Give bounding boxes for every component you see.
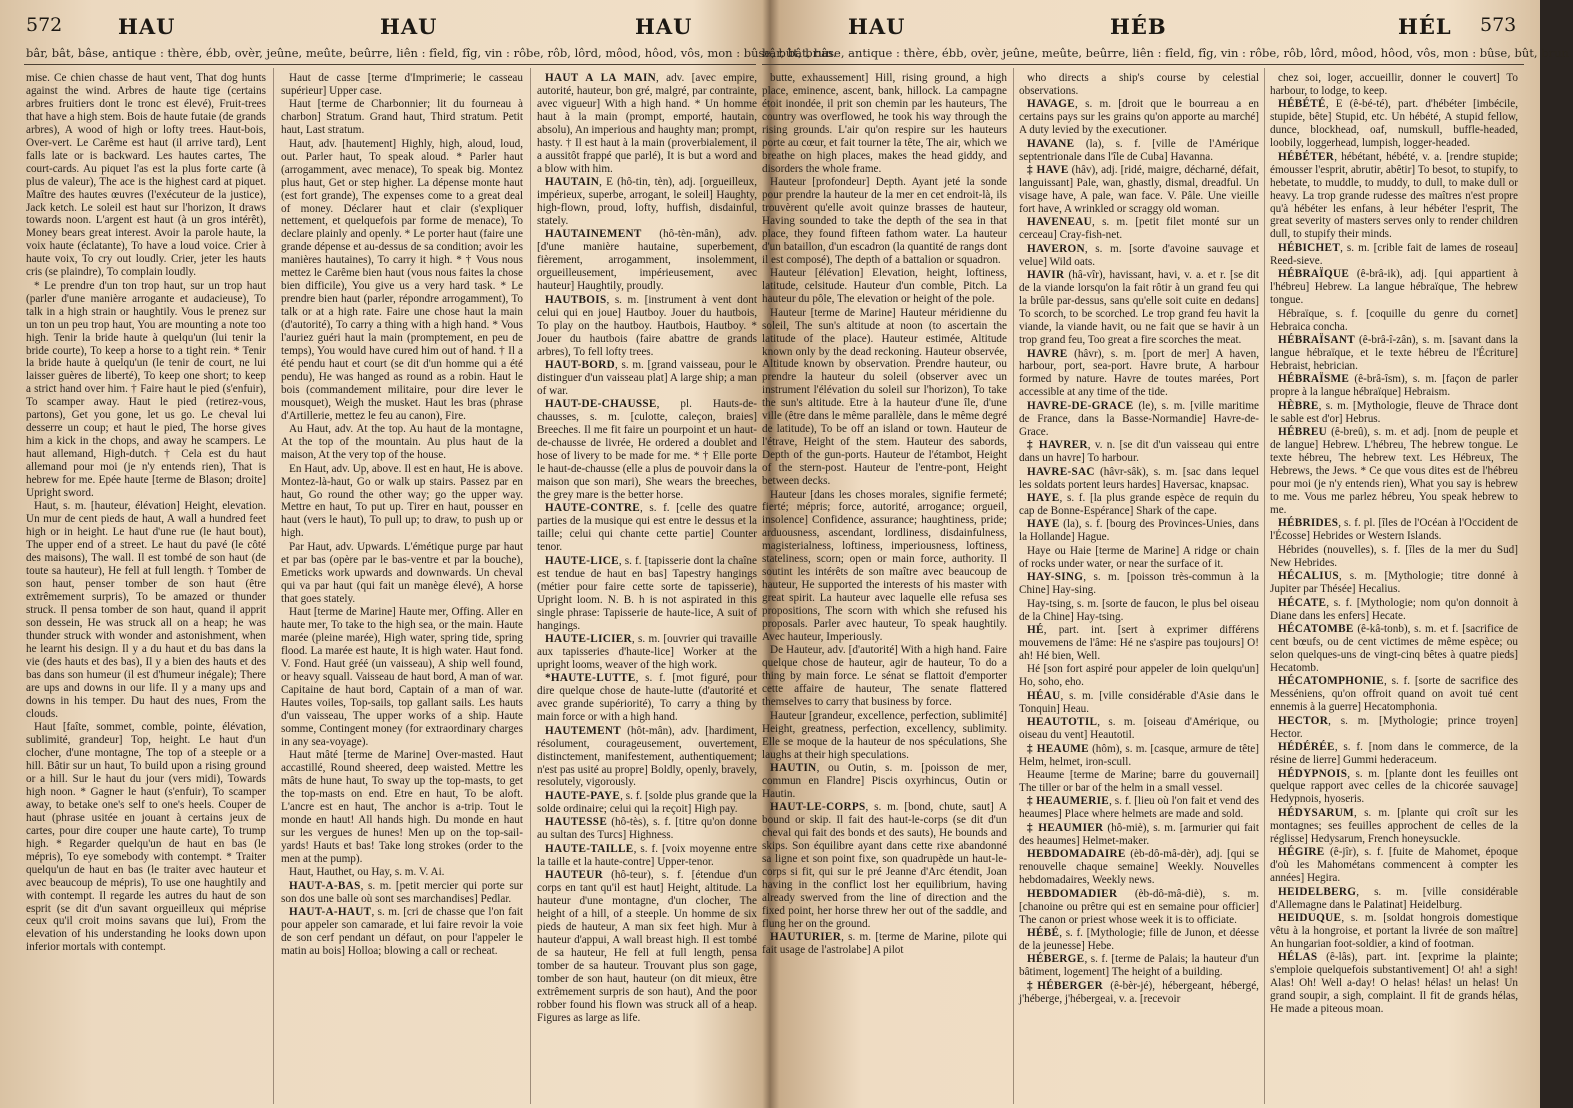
dictionary-entry xyxy=(1019,690,1259,716)
entry-text: Hauteur [grandeur, excellence, perfection, sublimité] Height, greatness, perfection, excellency, sublimity. Elle se moque de la hauteur de nos spéculations, She laughs at their high speculations. xyxy=(762,709,1007,761)
dictionary-entry xyxy=(1019,571,1259,597)
entry-text: , s. m. [poisson très-commun à la Chine] Hay-sing. xyxy=(1019,571,1259,597)
dictionary-entry xyxy=(281,463,523,541)
entry-headword: HEBDOMADAIRE xyxy=(1027,848,1126,861)
entry-text: , s. f. [la plus grande espèce de requin du cap de Bonne-Espérance] Shark of the cape. xyxy=(1019,492,1259,517)
left-column-1 xyxy=(26,72,266,1102)
dictionary-entry xyxy=(1270,570,1518,596)
entry-headword: ‡ HEAUME xyxy=(1027,742,1089,755)
header-rule-left xyxy=(24,64,756,65)
dictionary-entry xyxy=(1270,544,1518,570)
dictionary-entry xyxy=(1019,663,1259,689)
dictionary-entry xyxy=(1019,492,1259,518)
right-column-1 xyxy=(762,72,1007,1102)
right-column-3 xyxy=(1270,72,1518,1102)
entry-text: Hébrides (nouvelles), s. f. [îles de la mer du Sud] New Hebrides. xyxy=(1270,543,1518,569)
headword-left-2: HAU xyxy=(380,14,438,39)
dictionary-entry xyxy=(762,267,1007,306)
page-number-right: 573 xyxy=(1480,14,1517,36)
entry-text: , s. f. [voix moyenne entre la taille et la haute-contre] Upper-tenor. xyxy=(537,842,757,868)
header-rule-right xyxy=(762,64,1524,65)
entry-text: , s. m. [grand vaisseau, pour le distinguer d'un vaisseau plat] A large ship; a man of war. xyxy=(537,358,757,397)
page-number-left: 572 xyxy=(26,14,63,36)
dictionary-entry xyxy=(281,423,523,462)
dictionary-entry xyxy=(1019,769,1259,795)
entry-text: Haye ou Haie [terme de Marine] A ridge or chain of rocks under water, or near the surface of it. xyxy=(1019,544,1259,570)
entry-text: , s. f. pl. [îles de l'Océan à l'Occident de l'Écosse] Hebrides or Western Islands. xyxy=(1270,517,1518,543)
dictionary-entry xyxy=(1019,72,1259,98)
entry-headword: HÉAU xyxy=(1027,689,1061,702)
dictionary-entry xyxy=(281,138,523,423)
entry-text: (hôt-mân), adv. [hardiment, résolument, courageusement, ouvertement, distinctement, manifestement, authentiquement; n'est pas usité au propre] Boldly, openly, bravely, resolutely, vigorously. xyxy=(537,724,757,789)
entry-text: (hôm), s. m. [casque, armure de tête] Helm, helmet, iron-scull. xyxy=(1019,742,1260,768)
entry-text: (ê-jîr), s. f. [fuite de Mahomet, époque d'où les Mahométans commencent à compter les années] Hegira. xyxy=(1270,846,1518,885)
entry-headword: HÉDYPNOIS xyxy=(1278,767,1348,780)
column-divider xyxy=(530,68,531,1104)
entry-headword: HÉCALIUS xyxy=(1278,570,1339,583)
dictionary-entry xyxy=(281,880,523,906)
dictionary-entry xyxy=(1019,269,1259,347)
dictionary-entry xyxy=(1019,598,1259,624)
entry-headword: ‡HÉBERGER xyxy=(1027,979,1104,992)
entry-text: (le), s. m. [ville maritime de France, dans la Basse-Normandie] Havre-de-Grace. xyxy=(1019,399,1259,438)
dictionary-entry xyxy=(1270,334,1518,373)
dictionary-entry xyxy=(1019,927,1259,953)
dictionary-entry xyxy=(1270,151,1518,242)
entry-text: De Hauteur, adv. [d'autorité] With a high hand. Faire quelque chose de hauteur, agir de hauteur, To do a thing by main force. Le sénat se flattoit d'emporter cette affaire de hauteur, The senate flattered themselves to carry that business by force. xyxy=(762,644,1007,709)
entry-headword: ‡ HAVRER xyxy=(1027,439,1088,452)
entry-headword: HÉBRIDES xyxy=(1278,517,1339,530)
entry-headword: HÉBRAÏSME xyxy=(1278,373,1350,386)
dictionary-entry xyxy=(1019,545,1259,571)
dictionary-entry xyxy=(762,801,1007,931)
entry-text: , s. m. [petit filet monté sur un cerceau] Cray-fish-net. xyxy=(1019,216,1259,242)
entry-headword: HAUTBOIS xyxy=(545,293,607,306)
entry-headword: HÉBICHET xyxy=(1278,241,1341,254)
entry-text: (la), s. f. [bourg des Provinces-Unies, dans la Hollande] Hague. xyxy=(1019,518,1259,544)
entry-text: , v. n. [se dit d'un vaisseau qui entre dans un havre] To harbour. xyxy=(1019,439,1260,465)
entry-headword: HÉ xyxy=(1027,624,1044,637)
entry-text: (ê-bèr-jé), hébergeant, hébergé, j'héberge, j'hébergeai, v. a. [recevoir xyxy=(1019,979,1259,1005)
entry-text: (ê-lâs), part. int. [exprime la plainte; s'emploie quelquefois substantivement] O! ah! a sigh! Alas! Oh! Well a-day! O helas! hélas! un helas! Un grand soupir, a sigh, complaint. Il fit de grands hélas, He made a piteous moan. xyxy=(1270,951,1518,1016)
dictionary-entry xyxy=(1270,373,1518,399)
entry-text: , s. f. [Mythologie; nom qu'on donnoit à Diane dans les enfers] Hecate. xyxy=(1270,596,1518,622)
dictionary-entry xyxy=(1270,98,1518,150)
column-divider xyxy=(1264,68,1265,1104)
dictionary-entry xyxy=(1270,72,1518,98)
dictionary-entry xyxy=(281,606,523,748)
entry-text: (hô-miè), s. m. [armurier qui fait des heaumes] Helmet-maker. xyxy=(1019,821,1259,847)
entry-text: Haut [faîte, sommet, comble, pointe, élévation, sublimité, grandeur] Top, height. Le haut d'un clocher, d'une montagne, The top of a steeple or a hill. Bâtir sur un haut, To build upon a rising ground or a hill. Sur le haut du jour (vers midi), Towards high noon. * Gagner le haut (s'enfuir), To scamper away, to betake one's self to one's heels. Couper de haut (phrase usitée en jouant à certains jeux de cartes, pour dire couper une haute carte), To trump high. * Regarder quelqu'un de haut en bas (le mépris), To eye somebody with contempt. * Traiter quelqu'un de haut en bas (le traiter avec hauteur et avec beaucoup de mépris), To use one haughtily and with contempt. Il regarde les autres du haut de son esprit (se dit d'un savant orgueilleux qui méprise ceux qu'il croit moins savans que lui), From the elevation of his understanding he looks down upon inferior mortals with contempt. xyxy=(26,721,266,954)
entry-text: , s. f. [tapisserie dont la chaîne est tendue de haut en bas] Tapestry hangings (métier pour faire cette sorte de tapisserie), Upright loom. N. B. h is not aspirated in this single phrase: Tapisserie de haute-lice, A suit of hangings. xyxy=(537,554,757,632)
dictionary-entry xyxy=(1019,466,1259,492)
entry-text: , s. f. [solde plus grande que la solde ordinaire; celui qui la reçoit] High pay. xyxy=(537,789,757,815)
entry-text: , s. m. [plante qui croît sur les montagnes; ses feuilles approchent de celles de la réglisse] Hedysarum, French honeysuckle. xyxy=(1270,806,1518,845)
dictionary-entry xyxy=(537,725,757,790)
entry-text: , s. m. [bond, chute, saut] A bound or skip. Il fait des haut-le-corps (se dit d'un cheval qui fait des bonds et des sauts), He bounds and skips. Son équilibre ayant dans cette rixe abandonné sa ligne et son point fixe, son quadrupède un haut-le-corps si fit, qui sur le pré Jeanne d'Arc étendit, Joan having in the conflict lost her equilibrium, having already swerved from the line of direction and the fixed point, her horse threw her out of the saddle, and flung her on the ground. xyxy=(762,801,1007,930)
dictionary-entry xyxy=(1270,912,1518,951)
entry-text: Hauteur [profondeur] Depth. Ayant jeté la sonde pour prendre la hauteur de la mer en cet endroit-là, ils trouvèrent qu'elle avoit quinze brasses de hauteur, Having sounded to take the depth of the sea in that place, they found fifteen fathom water. La hauteur d'un bataillon, d'un escadron (la quantité de rangs dont il est composé), The depth of a battalion or squadron. xyxy=(762,176,1007,266)
entry-text: , s. m. [Mythologie, fleuve de Thrace dont le sable est d'or] Hebrus. xyxy=(1270,399,1518,425)
entry-text: (ê-kâ-tonb), s. m. et f. [sacrifice de cent bœufs, ou de cent victimes de même espèce; ou selon quelques-uns de vingt-cinq bêtes à quatre pieds] Hecatomb. xyxy=(1270,623,1518,674)
entry-headword: HEIDUQUE xyxy=(1278,912,1342,924)
dictionary-entry xyxy=(537,176,757,228)
entry-text: , s. m. [ouvrier qui travaille aux tapisseries d'haute-lice] Worker at the upright looms, weaver of the high work. xyxy=(537,632,757,671)
entry-text: , part. int. [sert à exprimer différens mouvemens de l'âme: Hé ne s'aspire pas toujours] O! ah! Hé bien, Well. xyxy=(1019,624,1259,662)
entry-headword: HÉDÉRÉE xyxy=(1278,741,1335,754)
entry-headword: HÉBÉTER xyxy=(1278,150,1335,163)
left-column-2 xyxy=(281,72,523,1102)
dictionary-entry xyxy=(762,489,1007,644)
entry-text: , s. m. [oiseau d'Amérique, ou oiseau du vent] Heautotil. xyxy=(1019,716,1259,742)
dictionary-entry xyxy=(1270,426,1518,517)
dictionary-entry xyxy=(1019,243,1259,269)
entry-headword: HÉCATE xyxy=(1278,596,1327,609)
dictionary-entry xyxy=(1019,716,1259,742)
entry-text: , s. m. [terme de Marine, pilote qui fait usage de l'astrolabe] A pilot xyxy=(762,931,1007,957)
dictionary-entry xyxy=(537,502,757,554)
entry-text: , s. f. [terme de Palais; la hauteur d'un bâtiment, logement] The height of a building. xyxy=(1019,953,1259,979)
headword-right-1: HAU xyxy=(848,14,906,39)
dictionary-entry xyxy=(1019,400,1259,439)
entry-text: Hauteur [dans les choses morales, signifie fermeté; fierté; mépris; force, autorité, arrogance; orgueil, insolence] Confidence, assurance; haughtiness, pride; arduousness, ascendant, lordliness, disdainfulness, magisterialness, loftiness, imperiousness, loftiness, stateliness, scorn; open or main force, authority. Il soutint les intérêts de son maître avec beaucoup de hauteur, He supported the interests of his master with great spirit. La hauteur avec laquelle elle refusa ses propositions, The scorn with which she refused his proposals. Parler avec hauteur, To speak haughtily. Avec hauteur, Imperiously. xyxy=(762,488,1007,643)
entry-headword: HAVRE xyxy=(1027,347,1068,360)
dictionary-entry xyxy=(281,866,523,879)
dictionary-entry xyxy=(26,500,266,720)
entry-headword: HÉBRAÏQUE xyxy=(1278,268,1350,281)
dictionary-entry xyxy=(537,294,757,359)
entry-text: Haut, Hauthet, ou Hay, s. m. V. Ai. xyxy=(289,866,445,879)
dictionary-entry xyxy=(26,280,266,500)
entry-headword: HAUT-A-HAUT xyxy=(289,906,372,918)
headword-right-2: HÉB xyxy=(1110,14,1167,39)
dictionary-entry xyxy=(1019,98,1259,137)
entry-headword: HAUTEUR xyxy=(545,869,604,882)
dictionary-entry xyxy=(281,98,523,137)
entry-headword: ‡ HEAUMIER xyxy=(1027,821,1104,834)
entry-text: , s. f. [celle des quatre parties de la musique qui est entre le dessus et la taille; celui qui chante cette partie] Counter tenor. xyxy=(537,502,757,554)
dictionary-entry xyxy=(1270,268,1518,307)
entry-text: En Haut, adv. Up, above. Il est en haut, He is above. Montez-là-haut, Go or walk up stairs. Passez par en haut, Go round the other way; go the upper way. Mettre en haut, To put up. Tirer en haut, pousser en haut (vers le haut), To pull up; to draw, to push up or high. xyxy=(281,462,523,540)
entry-headword: HÉBÉTÉ xyxy=(1278,98,1326,111)
dictionary-entry xyxy=(1019,888,1259,927)
entry-text: , s. m. [Mythologie; titre donné à Jupiter par Thésée] Hecalius. xyxy=(1270,570,1518,596)
entry-text: Au Haut, adv. At the top. Au haut de la montagne, At the top of the mountain. Au plus haut de la maison, At the very top of the house. xyxy=(281,423,523,462)
dictionary-entry xyxy=(537,228,757,293)
dictionary-entry xyxy=(1270,623,1518,675)
pronunciation-key-right: bâr, bât, bâse, antique : thère, ébb, ovèr, jeûne, meûte, beûrre, liên : fîeld, fîg, vin : rôbe, rôb, lôrd, môod, hôod, vôs, mon : bûse, bût, brun. xyxy=(762,46,1573,60)
entry-text: , s. m. [crible fait de lames de roseau] Reed-sieve. xyxy=(1270,241,1518,267)
entry-text: Hébraïque, s. f. [coquille du genre du cornet] Hebraica concha. xyxy=(1270,307,1518,333)
entry-headword: HAUTE-PAYE xyxy=(545,789,621,802)
entry-text: Haut, s. m. [hauteur, élévation] Height, elevation. Un mur de cent pieds de haut, A wall a hundred feet high or in height. Le haut d'une rue (le haut bout), The upper end of a street. Le haut du pavé (le côté des maisons), The wall. Il est tombé de son haut (de toute sa hauteur), He fell at full length. † Tomber de son haut, penser tomber de son haut (être extrêmement surpris), To be amazed or thunder struck. Il pensa tomber de son haut, quand il apprit son dessein, He was struck all on a heap; he was thunder struck with wonder and astonishment, when he learnt his design. Il y a du haut et du bas dans la vie (des hauts et des bas), Il y a bien des hauts et des bas dans son humeur (il est d'humeur inégale); There are ups and downs in our life. Il y a many ups and downs in his temper. Du haut des nues, From the clouds. xyxy=(26,500,266,720)
entry-headword: HAVERON xyxy=(1027,242,1085,255)
dictionary-entry xyxy=(537,843,757,869)
entry-headword: HÉBÉ xyxy=(1027,926,1060,939)
entry-headword: HAUTAINEMENT xyxy=(545,228,642,241)
entry-headword: HEIDELBERG xyxy=(1278,885,1357,898)
entry-text: Haut de casse [terme d'Imprimerie; le casseau supérieur] Upper case. xyxy=(281,72,523,97)
entry-headword: HAUTE-LICIER xyxy=(545,632,632,645)
entry-headword: HAYE xyxy=(1027,492,1060,504)
entry-headword: HAVIR xyxy=(1027,269,1065,282)
entry-headword: HAUTEMENT xyxy=(545,724,622,737)
dictionary-entry xyxy=(1019,216,1259,242)
dictionary-entry xyxy=(1019,138,1259,164)
entry-headword: HÉBERGE xyxy=(1027,953,1085,966)
entry-text: , E (ê-bé-té), part. d'hébéter [imbécile, stupide, bête] Stupid, etc. Un hébété, A stupid fellow, dunce, blockhead, oaf, numskull, buffle-headed, loobily, loggerhead, lumpish, logger-headed. xyxy=(1270,98,1518,150)
entry-headword: HÉDYSARUM xyxy=(1278,806,1355,819)
dictionary-entry xyxy=(1270,400,1518,426)
dictionary-entry xyxy=(281,72,523,98)
entry-headword: *HAUTE-LUTTE xyxy=(545,672,636,685)
entry-headword: HAUTURIER xyxy=(770,931,842,944)
dictionary-entry xyxy=(537,359,757,398)
entry-text: butte, exhaussement] Hill, rising ground, a high place, eminence, ascent, bank, hillock. La campagne étoit inondée, il prit son chemin par les hauteurs, The country was overflowed, he took his way through the rising grounds. L'air qu'on respire sur les hauteurs porte au cœur, et fait tourner la tête, The air, which we breathe on high places, makes the head giddy, and disorders the whole frame. xyxy=(762,72,1007,175)
entry-text: , s. m. [cri de chasse que l'on fait pour appeler son camarade, et lui faire revoir la voie de son cerf pendant un défaut, on pour l'appeler le matin au bois] Holloa; blowing a call or recheat. xyxy=(281,906,523,957)
entry-headword: HÉCATOMPHONIE xyxy=(1278,675,1385,688)
dictionary-entry xyxy=(762,307,1007,488)
entry-text: , adv. [avec empire, autorité, hauteur, bon gré, malgré, par contrainte, avec vigueur] With a high hand. * Un homme haut à la main (prompt, emporté, hautain, absolu), An imperious and haughty man; prompt, hasty. † Il est haut à la main (proverbialement, il a aussitôt frappé que parlé), It is but a word and a blow with him. xyxy=(537,72,757,175)
entry-text: , s. m. [ville considérable d'Asie dans le Tonquin] Heau. xyxy=(1019,689,1259,715)
entry-text: Hauteur [terme de Marine] Hauteur méridienne du soleil, The sun's altitude at noon (to ascertain the latitude of the place). Hauteur estimée, Altitude known only by the dead reckoning. Hauteur observée, Altitude known by observation. Prendre hauteur, ou prendre la hauteur du soleil (observer avec un instrument l'élévation du soleil sur l'horizon), To take the sun's altitude. Etre à la hauteur d'une île, d'une ville (être dans le même parallèle, dans le même degré de latitude), To be off an island or town. Hauteur de l'étrave, Height of the stem. Hauteur des sabords, Depth of the gun-ports. Hauteur de l'étambot, Height of the stern-post. Hauteur de l'entre-pont, Height between decks. xyxy=(762,306,1007,488)
pronunciation-key-left: bâr, bât, bâse, antique : thère, ébb, ovèr, jeûne, meûte, beûrre, liên : fîeld, fîg, vin : rôbe, rôb, lôrd, môod, hôod, vôs, mon : bûse, bût, brun. xyxy=(26,46,837,60)
entry-text: , s. m. [droit que le bourreau a en certains pays sur les grains qu'on apporte au marché] A duty levied by the executioner. xyxy=(1019,98,1259,137)
dictionary-entry xyxy=(1270,308,1518,334)
entry-text: , s. f. [Mythologie; fille de Junon, et déesse de la jeunesse] Hebe. xyxy=(1019,926,1259,952)
entry-text: , s. m. [ville considérable d'Allemagne dans le Palatinat] Heidelburg. xyxy=(1270,885,1518,911)
dictionary-entry xyxy=(537,555,757,633)
entry-text: (hô-tès), s. f. [titre qu'on donne au sultan des Turcs] Highness. xyxy=(537,816,757,842)
entry-headword: HAUTESSE xyxy=(545,816,608,829)
entry-text: (ê-brâ-î-zân), s. m. [savant dans la langue hébraïque, et le texte hébreu de l'Écriture] Hebraist, hebrician. xyxy=(1270,334,1518,372)
dictionary-entry xyxy=(762,644,1007,709)
dictionary-entry xyxy=(1270,846,1518,885)
entry-headword: HAUTE-TAILLE xyxy=(545,842,634,855)
entry-text: Haut, adv. [hautement] Highly, high, aloud, loud, out. Parler haut, To speak aloud. * Parler haut (arrogamment, avec menace), To speak big. Montez plus haut, Get or step higher. La dépense monte haut (est fort grande), The expenses come to a great deal of money. Déclarer haut et clair (s'expliquer nettement, et quelquefois par forme de menace), To declare plainly and openly. * Le porter haut (faire une grande dépense et au-dessus de sa condition; avoir les manières hautaines), To carry it high. * † Vous nous mettez le Carême bien haut (vous nous faites la chose bien difficile), You give us a very hard task. * Le prendre bien haut (parler, répondre arrogamment), To talk or at a high rate. Faire une chose haut la main (d'autorité), To carry a thing with a high hand. * Vous l'auriez guéri haut la main (promptement, en peu de temps), You would have cured him out of hand. † Il a été pendu haut et court (se dit d'un homme qui a été pendu), He was hanged as round as a robin. Haut le bois (commandement militaire, pour dire lever le mousquet), Weigh the musket. Haut les bras (phrase d'Artillerie, mettez le feu au canon), Fire. xyxy=(281,137,523,422)
entry-text: , s. m. [instrument à vent dont celui qui en joue] Hautboy. Jouer du hautbois, To play on the hautboy. Hautbois, Hautboy. * Jouer du hautbois (faire abattre de grands arbres), To fell lofty trees. xyxy=(537,293,757,358)
entry-text: (la), s. f. [ville de l'Amérique septentrionale dans l'île de Cuba] Havanna. xyxy=(1019,137,1259,163)
dictionary-entry xyxy=(537,869,757,1024)
right-page xyxy=(762,0,1573,1108)
entry-text: , E (hô-tin, tèn), adj. [orgueilleux, impérieux, superbe, arrogant, le soleil] Haughty, high-flown, proud, lofty, huffish, disdainful, stately. xyxy=(537,176,757,227)
entry-text: , s. f. [lieu où l'on fait et vend des heaumes] Place where helmets are made and sold. xyxy=(1019,795,1259,821)
dictionary-entry xyxy=(762,931,1007,957)
entry-text: , s. m. [sorte d'avoine sauvage et velue] Wild oats. xyxy=(1019,242,1259,268)
entry-headword: HECTOR xyxy=(1278,714,1329,727)
dictionary-entry xyxy=(26,72,266,279)
entry-text: (hâv), adj. [ridé, maigre, décharné, défait, languissant] Pale, wan, ghastly, dismal, dreadful. Un visage have, A pale, wan face. V. Pâle. Une vieille fort have, A wrinkled or scraggy old woman. xyxy=(1019,164,1259,216)
left-column-3 xyxy=(537,72,757,1102)
entry-text: * Le prendre d'un ton trop haut, sur un trop haut (parler d'une manière arrogante et audacieuse), To talk in a high strain or haughtily. Vous le prenez sur un ton un peu trop haut, You are mounting a note too high. Tenir la bride haute à quelqu'un (lui tenir la bride courte), To keep a horse to a tight rein. * Tenir la bride haute à quelqu'un (le tenir de court, ne lui laisser guères de liberté), To keep one short; to keep a strict hand over him. † Faire haut le pied (s'enfuir), To scamper away. Haut le pied (retirez-vous, partons), Get you gone, let us go. Le cheval lui desserre un coup; et haut le pied, The horse gives him a kick in the chops, and away he scampers. Le haut allemand, High-dutch. † Cela est du haut allemand pour moi (je n'y entends rien), That is hebrew for me. Epée haute [terme de Blason; droite] Upright sword. xyxy=(26,279,266,499)
entry-text: , s. f. [sorte de sacrifice des Messéniens, qu'on offroit quand on avoit tué cent ennemis à la guerre] Hecatomphonia. xyxy=(1270,675,1518,714)
entry-headword: HAVENEAU xyxy=(1027,216,1092,229)
entry-headword: HAY-SING xyxy=(1027,571,1084,584)
entry-text: Par Haut, adv. Upwards. L'émétique purge par haut et par bas (opère par le bas-ventre et par la bouche), Emeticks work upwards and downwards. Un cheval qui va par haut (qui fait un manège élevé), A horse that goes stately. xyxy=(281,540,523,605)
dictionary-entry xyxy=(537,816,757,842)
dictionary-entry xyxy=(1019,348,1259,400)
dictionary-entry xyxy=(762,176,1007,267)
dictionary-entry xyxy=(1270,768,1518,807)
dictionary-entry xyxy=(1019,518,1259,544)
right-column-2 xyxy=(1019,72,1259,1102)
entry-headword: HEAUTOTIL xyxy=(1027,716,1098,729)
dictionary-entry xyxy=(281,541,523,606)
dictionary-entry xyxy=(762,72,1007,176)
entry-headword: HAUT-LE-CORPS xyxy=(770,801,866,814)
entry-text: chez soi, loger, accueillir, donner le couvert] To harbour, to lodge, to keep. xyxy=(1270,72,1518,97)
entry-text: Hay-tsing, s. m. [sorte de faucon, le plus bel oiseau de la Chine] Hay-tsing. xyxy=(1019,597,1259,623)
entry-text: (ê-brâ-ik), adj. [qui appartient à l'hébreu] Hebrew. La langue hébraïque, The hebrew tongue. xyxy=(1270,268,1518,307)
column-divider xyxy=(273,68,274,1104)
dictionary-entry xyxy=(537,398,757,502)
entry-headword: HÉBRAÏSANT xyxy=(1278,334,1355,347)
dictionary-entry xyxy=(762,710,1007,762)
entry-text: Heaume [terme de Marine; barre du gouvernail] The tiller or bar of the helm in a small vessel. xyxy=(1019,769,1259,794)
dictionary-entry xyxy=(1019,164,1259,216)
column-divider xyxy=(1013,68,1014,1104)
entry-text: , pl. Hauts-de-chausses, s. m. [culotte, caleçon, braies] Breeches. Il me fit faire un pourpoint et un haut-de-chausse de livrée, He ordered a doublet and hose of livery to be made for me. * † Elle porte le haut-de-chausse (elle a plus de pouvoir dans la maison que son mari), She wears the breeches, the grey mare is the better horse. xyxy=(537,398,757,501)
entry-headword: HAUT-BORD xyxy=(545,358,616,371)
dictionary-entry xyxy=(537,633,757,672)
dictionary-entry xyxy=(1019,795,1259,821)
dictionary-entry xyxy=(281,906,523,958)
entry-headword: HAYE xyxy=(1027,518,1060,531)
dictionary-entry xyxy=(1270,597,1518,623)
dictionary-entry xyxy=(1270,715,1518,741)
entry-text: Haut [terme de Marine] Haute mer, Offing. Aller en haute mer, To take to the high sea, or the main. Haute marée (pleine marée), High water, spring tide, spring flood. La marée est haute, It is high water. Haut fond. V. Fond. Haut gréé (un vaisseau), A ship well found, or heavy squall. Vaisseau de haut bord, A man of war. Capitaine de haut bord, Captain of a man of war. Hautes voiles, Top-sails, top gallant sails. Les hauts d'un vaisseau, The upper works of a ship. Haute somme, Contingent money (for extraordinary charges in any sea-voyage). xyxy=(281,606,523,748)
entry-headword: HAUT-DE-CHAUSSE xyxy=(545,398,657,411)
dictionary-entry xyxy=(1019,822,1259,848)
entry-text: , s. m. [plante dont les feuilles ont quelque rapport avec celles de la chicorée sauvage] Hedypnois, hyoseris. xyxy=(1270,767,1518,806)
dictionary-entry xyxy=(1019,848,1259,887)
entry-headword: HAVANE xyxy=(1027,137,1075,150)
dictionary-entry xyxy=(537,672,757,724)
entry-text: who directs a ship's course by celestial observations. xyxy=(1019,72,1259,97)
entry-headword: ‡ HEAUMERIE xyxy=(1027,795,1110,808)
entry-text: (hâ-vîr), havissant, havi, v. a. et r. [se dit de la viande lorsqu'on la fait rôtir à un grand feu qui la brûle par-dessus, sans qu'elle soit cuite en dedans] To scorch, to be scorched. Le trop grand feu havit la viande, la viande havit, ou ne fait que se havir à un trop grand feu, Too great a fire scorches the meat. xyxy=(1019,269,1259,347)
headword-left-1: HAU xyxy=(118,14,176,39)
entry-text: Haut [terme de Charbonnier; lit du fourneau à charbon] Stratum. Grand haut, Third stratum. Petit haut, Last stratum. xyxy=(281,98,523,137)
entry-text: (hâvr), s. m. [port de mer] A haven, harbour, port, sea-port. Havre brute, A harbour formed by nature. Havre de toutes marées, Port accessible at any time of the tide. xyxy=(1019,347,1259,399)
headword-right-3: HÉL xyxy=(1398,14,1452,39)
entry-text: (èb-dô-mâ-dèr), adj. [qui se renouvelle chaque semaine] Weekly. Nouvelles hebdomadaires, Weekly news. xyxy=(1019,848,1259,887)
dictionary-entry xyxy=(1270,675,1518,714)
entry-headword: HAUTIN xyxy=(770,762,817,775)
entry-text: Haut mâté [terme de Marine] Over-masted. Haut accastillé, Round sheered, deep waisted. Mettre les mâts de hune haut, To sway up the top-masts, to get the top-masts on end. Etre en haut, To be aloft. L'ancre est en haut, The anchor is a-trip. Tout le monde en haut! All hands high. Du monde en haut sur les vergues de hunes! Men up on the top-sail-yards! Hauts et bas! Take long strokes (order to the men at the pump). xyxy=(281,749,523,865)
dictionary-entry xyxy=(1019,953,1259,979)
dictionary-entry xyxy=(762,762,1007,801)
entry-text: (hô-teur), s. f. [étendue d'un corps en tant qu'il est haut] Height, altitude. La hauteur d'une montagne, d'un clocher, The height of a hill, of a steeple. Un homme de six pieds de hauteur, A man six feet high. Mur à hauteur d'appui, A wall breast high. Il est tombé de sa hauteur, He fell at full length, pensa tomber de sa hauteur. Trouvant plus son gage, tomber de son haut, hauteur (on dit mieux, être extrêmement surpris de son haut), And the poor robber found his flown was struck all of a heap. Figures as large as life. xyxy=(537,869,757,1024)
entry-text: , s. m. [Mythologie; prince troyen] Hector. xyxy=(1270,714,1518,740)
entry-text: Hauteur [élévation] Elevation, height, loftiness, latitude, celsitude. Hauteur d'un comble, Pitch. La hauteur du pôle, The elevation or height of the pole. xyxy=(762,267,1007,306)
entry-text: (hô-tèn-mân), adv. [d'une manière hautaine, superbement, fièrement, arrogamment, insolemment, orgueilleusement, impérieusement, avec hauteur] Haughtily, proudly. xyxy=(537,228,757,293)
entry-headword: HÈBRE xyxy=(1278,399,1319,412)
entry-text: , hébétant, hébété, v. a. [rendre stupide; émousser l'esprit, abrutir, abêtir] To besot, to stupify, to hebetate, to muddle, to muddy, to dull, to make dull or heavy. La trop grande rudesse des maîtres n'est propre qu'à hébéter les enfans, à leur hébéter l'esprit, The great severity of masters serves only to render children dull, to stupify their minds. xyxy=(1270,150,1518,241)
dictionary-entry xyxy=(1270,741,1518,767)
entry-text: (ê-brâ-îsm), s. m. [façon de parler propre à la langue hébraïque] Hebraism. xyxy=(1270,373,1518,399)
entry-headword: ‡ HAVE xyxy=(1027,164,1069,177)
entry-text: (ê-breû), s. m. et adj. [nom de peuple et de langue] Hebrew. L'hébreu, The hebrew tongue. Le texte hébreu, The hebrew text. Les Hébreux, The Hebrews, the Jews. * Ce que vous dites est de l'hébreu pour moi (je n'y entends rien), What you say is hebrew to me. Vous me parlez hébreu, You speak hebrew to me. xyxy=(1270,426,1518,516)
entry-headword: HAVAGE xyxy=(1027,98,1076,111)
entry-headword: HÉBREU xyxy=(1278,426,1328,439)
entry-text: , s. f. [mot figuré, pour dire quelque chose de haute-lutte (d'autorité et avec grande supériorité), To carry a thing by main force or with a high hand. xyxy=(537,672,757,724)
entry-headword: HAVRE-SAC xyxy=(1027,465,1095,478)
dictionary-entry xyxy=(1019,743,1259,769)
entry-headword: HAUTE-CONTRE xyxy=(545,502,640,515)
entry-headword: HÉGIRE xyxy=(1278,846,1325,859)
entry-text: , s. m. [petit mercier qui porte sur son dos une balle où sont ses marchandises] Pedlar. xyxy=(281,879,523,905)
dictionary-entry xyxy=(1270,242,1518,268)
dictionary-entry xyxy=(537,72,757,176)
entry-headword: HAUTE-LICE xyxy=(545,554,619,567)
dictionary-entry xyxy=(1270,951,1518,1016)
entry-text: mise. Ce chien chasse de haut vent, That dog hunts against the wind. Arbres de haute tige (certains arbres fruitiers dont le tronc est élevé), Fruit-trees that have a high stem. Bois de haute futaie (de grands arbres), A wood of high or lofty trees. Haut-bois, Over-vert. Le Carême est haut (il arrive tard), Lent falls late or is backward. Les hautes cartes, The court-cards. Au piquet l'as est la plus forte carte (à plus de valeur), The ace is the highest card at piquet. Maître des hautes œuvres (l'exécuteur de la justice), Jack ketch. Le soleil est haut sur l'horizon, It draws towards noon. L'argent est haut (à un gros intérêt), Money bears great interest. Avoir la parole haute, la voix haute (éclatante), To have a loud voice. Crier à haute voix, To cry out loudly. Crier, jeter les hauts cris (se plaindre), To complain loudly. xyxy=(26,72,266,279)
entry-headword: HEBDOMADIER xyxy=(1027,887,1118,900)
entry-text: , ou Outin, s. m. [poisson de mer, commun en Flandre] Piscis oxyrhincus, Outin or Hautin. xyxy=(762,762,1007,800)
entry-headword: HAUT-A-BAS xyxy=(289,879,361,892)
dictionary-entry xyxy=(281,749,523,866)
dictionary-entry xyxy=(1019,980,1259,1006)
entry-headword: HAUTAIN xyxy=(545,176,600,189)
dictionary-entry xyxy=(1019,439,1259,465)
entry-text: , s. m. [soldat hongrois domestique vêtu à la hongroise, et portant la livrée de son maître] An hungarian foot-soldier, a kind of footman. xyxy=(1270,912,1518,950)
dictionary-entry xyxy=(1270,517,1518,543)
entry-headword: HÉCATOMBE xyxy=(1278,623,1354,636)
entry-headword: HÉLAS xyxy=(1278,951,1318,964)
dictionary-entry xyxy=(26,721,266,954)
headword-left-3: HAU xyxy=(635,14,693,39)
entry-text: , s. f. [nom dans le commerce, de la résine de lierre] Gummi hederaceum. xyxy=(1270,741,1518,767)
dictionary-entry xyxy=(1270,807,1518,846)
entry-headword: HAVRE-DE-GRACE xyxy=(1027,399,1134,412)
entry-text: Hé [son fort aspiré pour appeler de loin quelqu'un] Ho, soho, eho. xyxy=(1019,663,1259,689)
dictionary-entry xyxy=(537,790,757,816)
entry-text: (hâvr-sâk), s. m. [sac dans lequel les soldats portent leurs hardes] Haversac, knapsac. xyxy=(1019,465,1259,491)
entry-headword: HAUT A LA MAIN xyxy=(545,72,657,84)
dictionary-entry xyxy=(1270,886,1518,912)
dictionary-entry xyxy=(1019,624,1259,663)
entry-text: (èb-dô-mâ-diè), s. m. [chanoine ou prêtre qui est en semaine pour officier] The canon or priest whose week it is to officiate. xyxy=(1019,887,1259,926)
